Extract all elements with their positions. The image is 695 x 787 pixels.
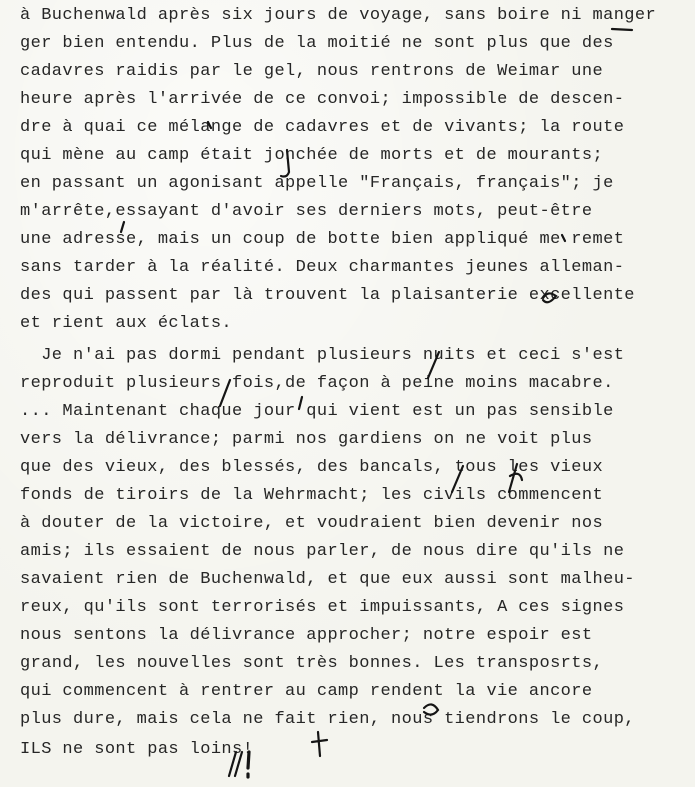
text-line: une adresse, mais un coup de botte bien appliqué me remet [20, 230, 625, 249]
ink-mark [612, 29, 632, 30]
text-line: Je n'ai pas dormi pendant plusieurs nuits et ceci s'est [20, 346, 625, 365]
text-line: sans tarder à la réalité. Deux charmantes jeunes alleman- [20, 258, 625, 277]
text-line: en passant un agonisant appelle "Français, français"; je [20, 174, 614, 193]
text-line: des qui passent par là trouvent la plaisanterie excellente [20, 286, 635, 305]
text-line: et rient aux éclats. [20, 314, 233, 333]
text-line: heure après l'arrivée de ce convoi; impossible de descen- [20, 90, 625, 109]
text-line: qui commencent à rentrer au camp rendent la vie ancore [20, 682, 593, 701]
text-line: nous sentons la délivrance approcher; notre espoir est [20, 626, 593, 645]
text-line: qui mène au camp était jonchée de morts et de mourants; [20, 146, 604, 165]
text-line: dre à quai ce mélange de cadavres et de vivants; la route [20, 118, 625, 137]
text-line: vers la délivrance; parmi nos gardiens on ne voit plus [20, 430, 593, 449]
text-line: à Buchenwald après six jours de voyage, sans boire ni manger [20, 6, 657, 25]
text-line: m'arrête,essayant d'avoir ses derniers mots, peut-être [20, 202, 593, 221]
text-line: cadavres raidis par le gel, nous rentrons de Weimar une [20, 62, 604, 81]
text-line: amis; ils essaient de nous parler, de nous dire qu'ils ne [20, 542, 625, 561]
text-line: à douter de la victoire, et voudraient bien devenir nos [20, 514, 604, 533]
text-line: que des vieux, des blessés, des bancals, tous les vieux [20, 458, 604, 477]
text-line: reux, qu'ils sont terrorisés et impuissants, A ces signes [20, 598, 625, 617]
text-line: ... Maintenant chaque jour qui vient est un pas sensible [20, 402, 614, 421]
text-line: ger bien entendu. Plus de la moitié ne sont plus que des [20, 34, 614, 53]
text-line: grand, les nouvelles sont très bonnes. Les transposrts, [20, 654, 604, 673]
text-line: fonds de tiroirs de la Wehrmacht; les civils commencent [20, 486, 604, 505]
text-line: ILS ne sont pas loins! [20, 740, 254, 759]
text-line: plus dure, mais cela ne fait rien, nous tiendrons le coup, [20, 710, 635, 729]
text-line: savaient rien de Buchenwald, et que eux aussi sont malheu- [20, 570, 635, 589]
text-line: reproduit plusieurs fois,de façon à peine moins macabre. [20, 374, 614, 393]
ink-mark [312, 732, 327, 756]
